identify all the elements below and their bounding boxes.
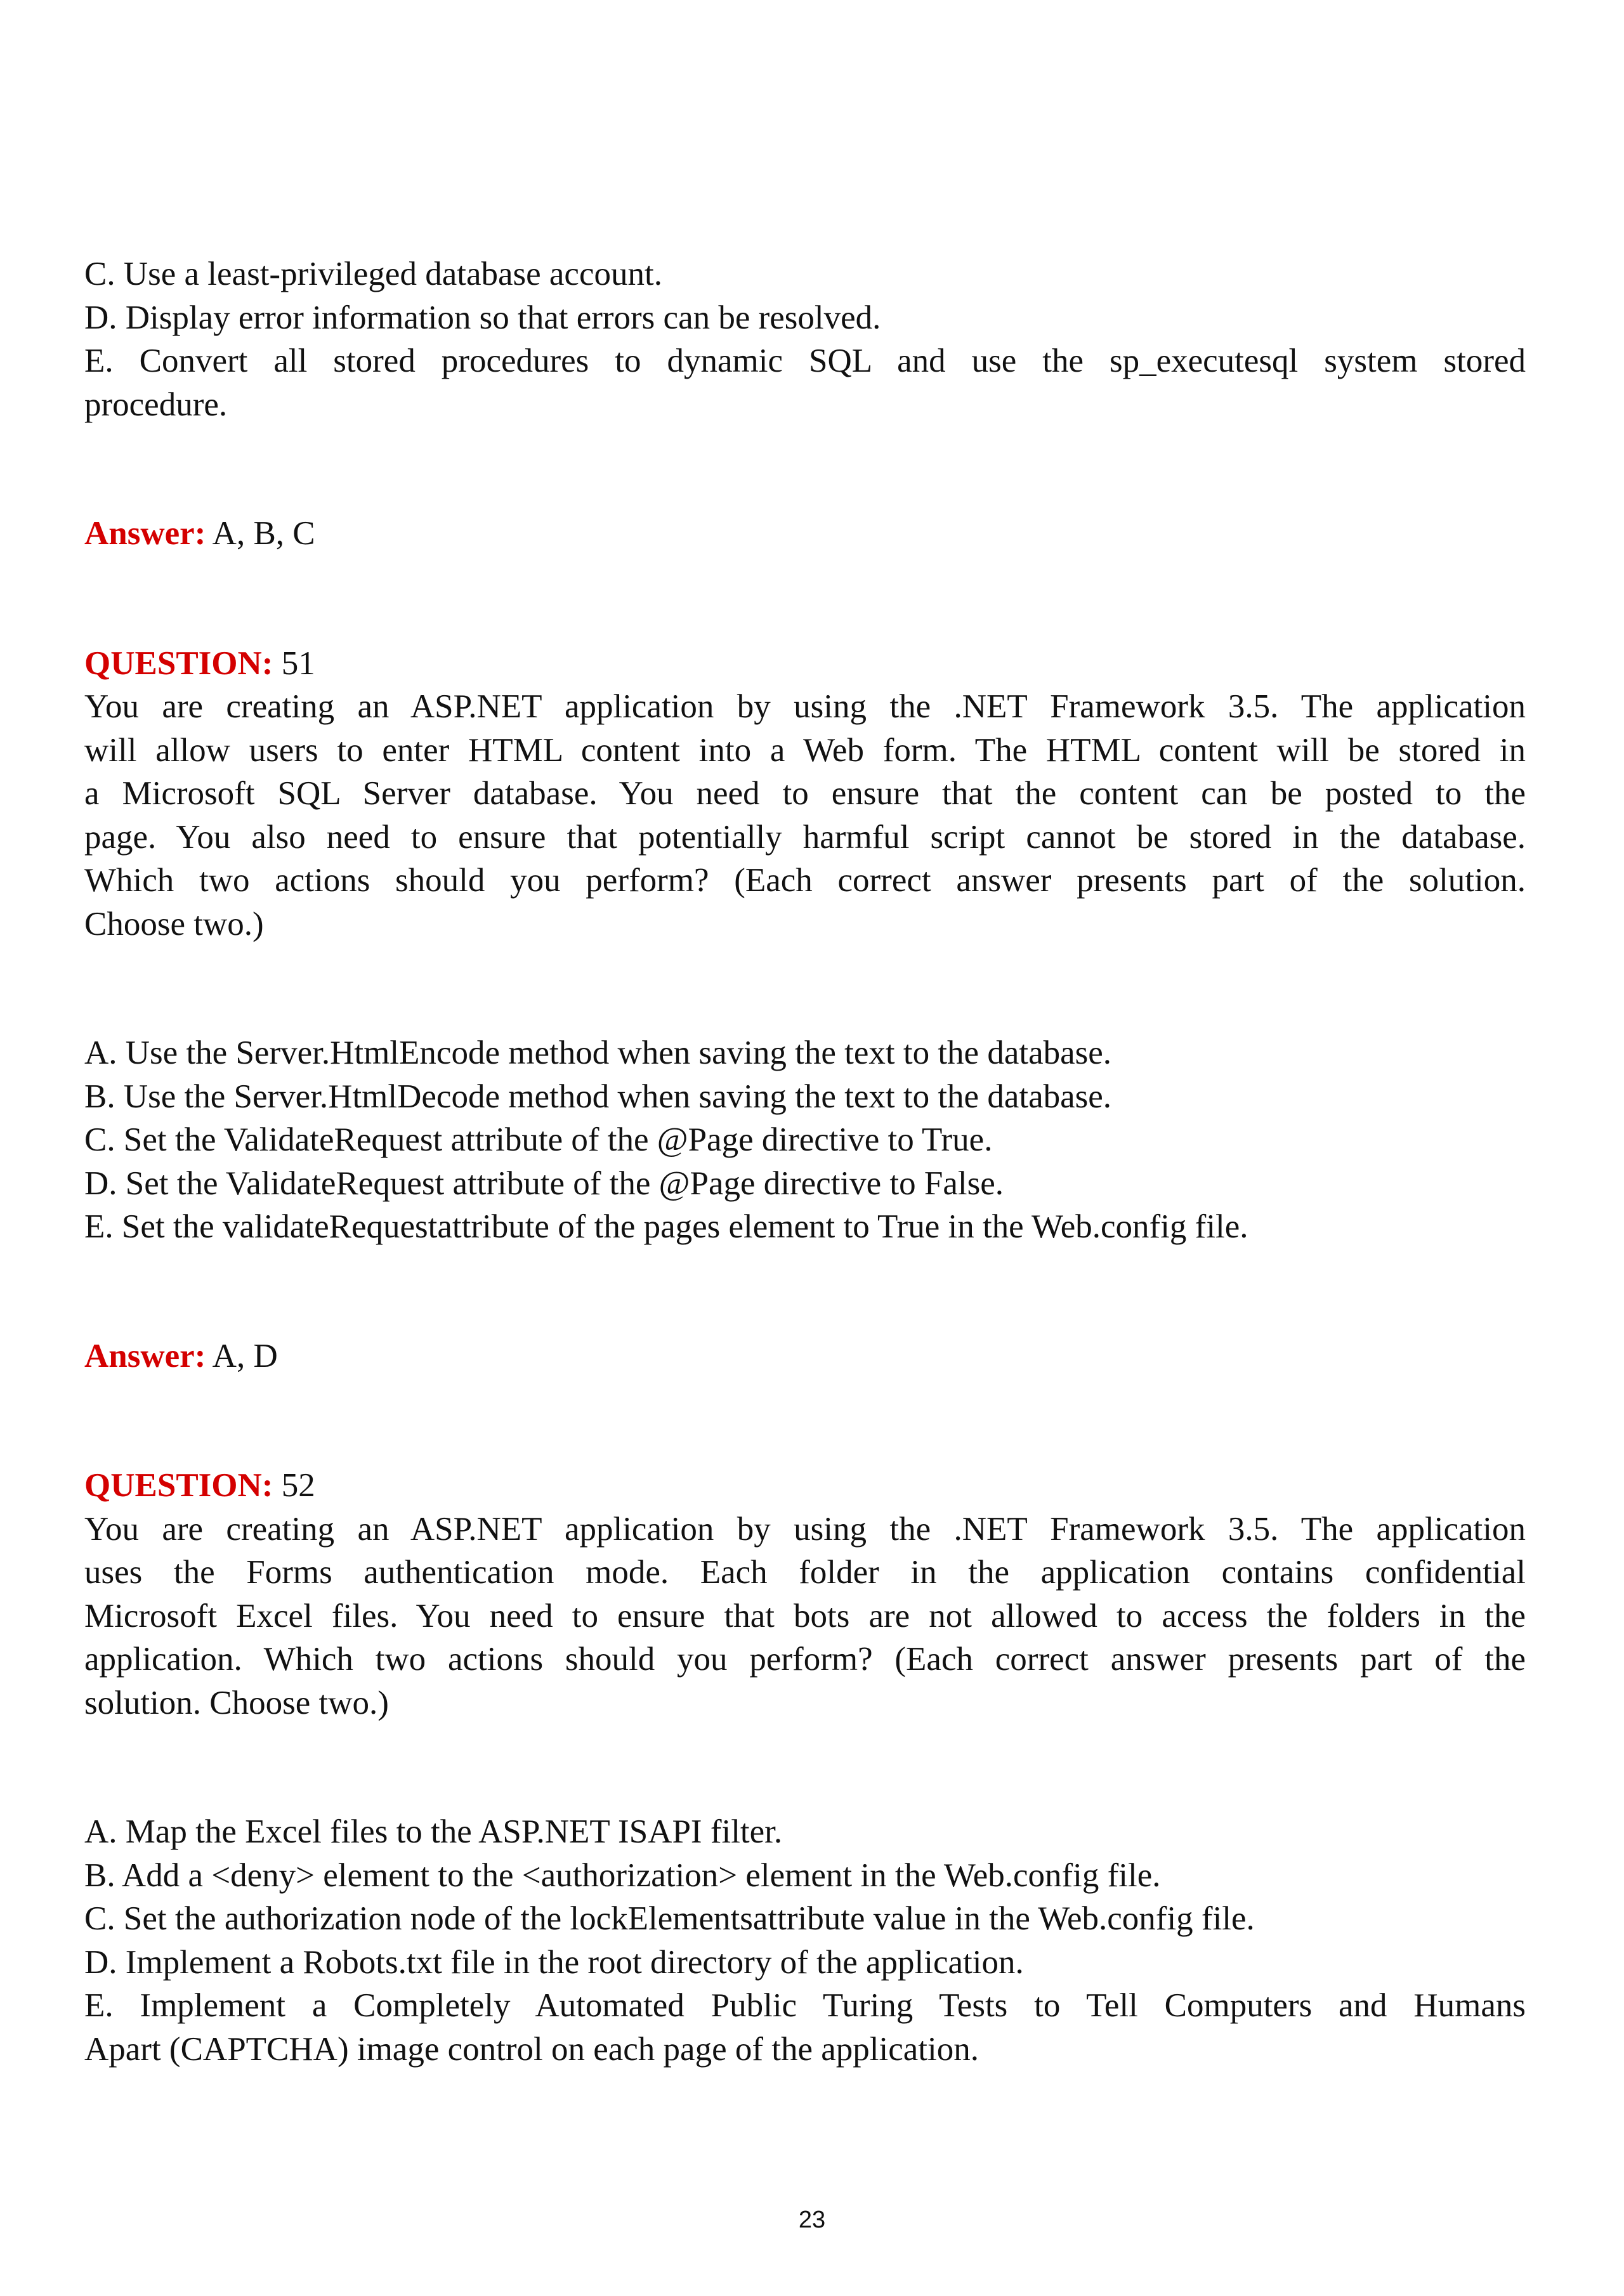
option-c: C. Set the authorization node of the lockElementsattribute value in the Web.config file.: [84, 1900, 1255, 1937]
answer-options: [84, 1810, 1526, 2071]
question-51: [84, 642, 1526, 1249]
question-text-line: Which two actions should you perform? (Each correct answer presents part of the solution.: [84, 862, 1526, 899]
page-number: 23: [798, 2207, 826, 2233]
answer-options: [84, 1031, 1526, 1249]
option-d: D. Set the ValidateRequest attribute of the @Page directive to False.: [84, 1164, 1004, 1202]
question-text-line: application. Which two actions should you perform? (Each correct answer presents part of the: [84, 1641, 1526, 1678]
question-text-line-end: Choose two.): [84, 905, 264, 943]
answer-label: Answer:: [84, 515, 206, 552]
option-c: C. Set the ValidateRequest attribute of the @Page directive to True.: [84, 1121, 993, 1158]
question-52: [84, 1464, 1526, 2071]
option-b: B. Add a <deny> element to the <authorization> element in the Web.config file.: [84, 1856, 1161, 1894]
question-heading: [84, 1464, 1526, 1508]
option-b: B. Use the Server.HtmlDecode method when saving the text to the database.: [84, 1078, 1112, 1115]
question-text-line: uses the Forms authentication mode. Each folder in the application contains confidential: [84, 1554, 1526, 1591]
answer-label: Answer:: [84, 1337, 206, 1374]
answer-line: [84, 1334, 1526, 1378]
question-text-line: You are creating an ASP.NET application by using the .NET Framework 3.5. The application: [84, 688, 1526, 725]
option-e-line-end: procedure.: [84, 386, 228, 423]
answer-value: A, D: [206, 1337, 278, 1374]
question-text-line: will allow users to enter HTML content into a Web form. The HTML content will be stored in: [84, 731, 1526, 769]
question-text-line: Microsoft Excel files. You need to ensure that bots are not allowed to access the folders in the: [84, 1597, 1526, 1634]
question-number: 51: [273, 644, 315, 682]
option-e-end: Apart (CAPTCHA) image control on each page of the application.: [84, 2030, 979, 2068]
question-label: QUESTION:: [84, 1467, 273, 1504]
question-text-line: You are creating an ASP.NET application by using the .NET Framework 3.5. The application: [84, 1510, 1526, 1548]
option-e: E. Set the validateRequestattribute of the pages element to True in the Web.config file.: [84, 1208, 1248, 1245]
option-c-line: C. Use a least-privileged database account.: [84, 256, 662, 292]
question-number: 52: [273, 1467, 315, 1504]
option-d: D. Implement a Robots.txt file in the root directory of the application.: [84, 1943, 1024, 1981]
answer-value: A, B, C: [206, 515, 315, 552]
option-a: A. Map the Excel files to the ASP.NET ISAPI filter.: [84, 1813, 783, 1850]
question-heading: [84, 642, 1526, 686]
question-text-line-end: solution. Choose two.): [84, 1684, 389, 1721]
option-e-line: E. Convert all stored procedures to dynamic SQL and use the sp_executesql system stored: [84, 342, 1526, 379]
answer-line: [84, 512, 1526, 556]
question-label: QUESTION:: [84, 644, 273, 682]
question-text-line: a Microsoft SQL Server database. You need to ensure that the content can be posted to the: [84, 775, 1526, 812]
previous-question-options: [84, 252, 1526, 426]
option-d-line: D. Display error information so that errors can be resolved.: [84, 299, 881, 336]
option-e: E. Implement a Completely Automated Public Turing Tests to Tell Computers and Humans: [84, 1987, 1526, 2024]
document-page: [84, 252, 1526, 2071]
option-a: A. Use the Server.HtmlEncode method when saving the text to the database.: [84, 1034, 1112, 1071]
question-text-line: page. You also need to ensure that potentially harmful script cannot be stored in the database.: [84, 818, 1526, 856]
